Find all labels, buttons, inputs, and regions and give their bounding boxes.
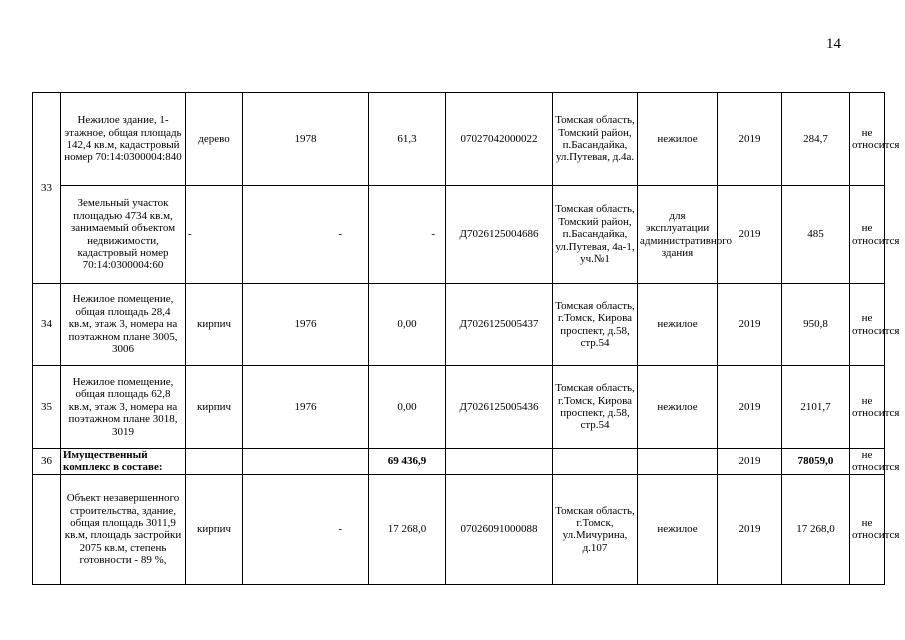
address: Томская область, г.Томск, Кирова проспект, д.58, стр.54: [553, 366, 638, 449]
wall-material: -: [186, 186, 243, 284]
amount-cell: 17 268,0: [782, 474, 850, 584]
usage-type: нежилое: [638, 366, 718, 449]
relation-cell: не относится: [850, 474, 885, 584]
value-cell: 61,3: [369, 93, 446, 186]
registry-number: Д7026125005436: [446, 366, 553, 449]
year-built: 1976: [243, 284, 369, 366]
row-number: 34: [33, 284, 61, 366]
usage-type: нежилое: [638, 93, 718, 186]
registry-number: Д7026125005437: [446, 284, 553, 366]
address: Томская область, Томский район, п.Басандайка, ул.Путевая, 4а-1, уч.№1: [553, 186, 638, 284]
address: Томская область, г.Томск, ул.Мичурина, д.107: [553, 474, 638, 584]
year-built: -: [243, 186, 369, 284]
object-description: Земельный участок площадью 4734 кв.м, занимаемый объектом недвижимости, кадастровый номер 70:14:0300004:60: [61, 186, 186, 284]
year-cell: 2019: [718, 366, 782, 449]
table-row: [33, 284, 885, 366]
usage-type: нежилое: [638, 284, 718, 366]
year-cell: 2019: [718, 186, 782, 284]
amount-cell: 2101,7: [782, 366, 850, 449]
wall-material: кирпич: [186, 366, 243, 449]
table-row: [33, 449, 885, 475]
year-cell: 2019: [718, 474, 782, 584]
year-built: -: [243, 474, 369, 584]
address: Томская область, Томский район, п.Басандайка, ул.Путевая, д.4а.: [553, 93, 638, 186]
value-cell: -: [369, 186, 446, 284]
object-description: Объект незавершенного строительства, здание, общая площадь 3011,9 кв.м, площадь застройки 2075 кв.м, степень готовности - 89 %,: [61, 474, 186, 584]
relation-cell: не относится: [850, 449, 885, 475]
page-number: 14: [826, 36, 841, 52]
year-built: 1976: [243, 366, 369, 449]
amount-cell: 485: [782, 186, 850, 284]
property-registry-table: [32, 92, 900, 585]
relation-cell: не относится: [850, 366, 885, 449]
row-number-33: 33: [33, 93, 61, 284]
year-built: 1978: [243, 93, 369, 186]
year-cell: 2019: [718, 93, 782, 186]
object-description: Имущественный комплекс в составе:: [61, 449, 186, 475]
address: [553, 449, 638, 475]
relation-cell: не относится: [850, 93, 885, 186]
table-row: [33, 93, 885, 186]
year-cell: 2019: [718, 449, 782, 475]
relation-cell: не относится: [850, 284, 885, 366]
wall-material: [186, 449, 243, 475]
year-cell: 2019: [718, 284, 782, 366]
registry-number: [446, 449, 553, 475]
usage-type: для эксплуатации административного здания: [638, 186, 718, 284]
value-cell: 69 436,9: [369, 449, 446, 475]
object-description: Нежилое помещение, общая площадь 28,4 кв.м, этаж 3, номера на поэтажном плане 3005, 3006: [61, 284, 186, 366]
usage-type: [638, 449, 718, 475]
registry-number: Д7026125004686: [446, 186, 553, 284]
value-cell: 0,00: [369, 366, 446, 449]
object-description: Нежилое помещение, общая площадь 62,8 кв.м, этаж 3, номера на поэтажном плане 3018, 3019: [61, 366, 186, 449]
registry-number: 07027042000022: [446, 93, 553, 186]
table-row: [33, 474, 885, 584]
value-cell: 0,00: [369, 284, 446, 366]
amount-cell: 284,7: [782, 93, 850, 186]
amount-cell: 78059,0: [782, 449, 850, 475]
registry-number: 07026091000088: [446, 474, 553, 584]
row-number: [33, 474, 61, 584]
relation-cell: не относится: [850, 186, 885, 284]
row-number: 36: [33, 449, 61, 475]
usage-type: нежилое: [638, 474, 718, 584]
value-cell: 17 268,0: [369, 474, 446, 584]
table-row: [33, 186, 885, 284]
amount-cell: 950,8: [782, 284, 850, 366]
year-built: [243, 449, 369, 475]
row-number: 35: [33, 366, 61, 449]
wall-material: кирпич: [186, 474, 243, 584]
wall-material: дерево: [186, 93, 243, 186]
object-description: Нежилое здание, 1-этажное, общая площадь 142,4 кв.м, кадастровый номер 70:14:0300004:840: [61, 93, 186, 186]
wall-material: кирпич: [186, 284, 243, 366]
address: Томская область, г.Томск, Кирова проспект, д.58, стр.54: [553, 284, 638, 366]
table-row: [33, 366, 885, 449]
